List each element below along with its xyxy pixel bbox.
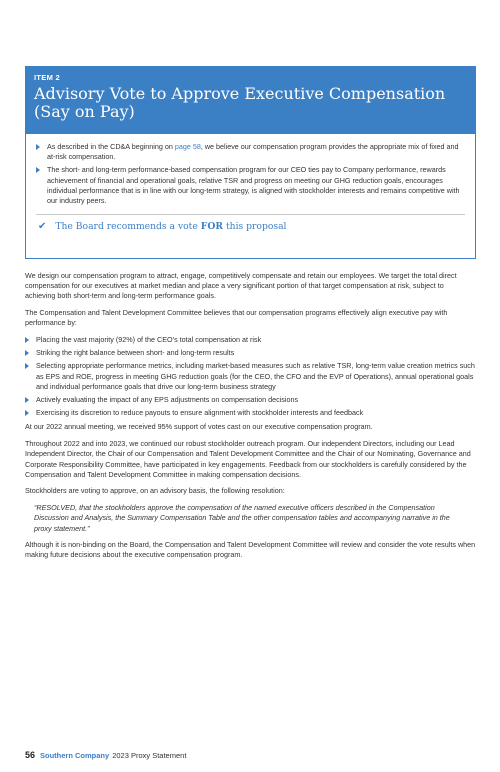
paragraph: At our 2022 annual meeting, we received 95% support of votes cast on our executive compensation program. bbox=[25, 422, 373, 432]
triangle-bullet-icon bbox=[36, 167, 40, 173]
resolution-quote: “RESOLVED, that the stockholders approve the compensation of the named executive officers described in the Compensation Discussion and Analysis, the Summary Compensation Table and the other compensation tables and accompanying narrative in the proxy statement.” bbox=[34, 503, 450, 533]
list-item bbox=[25, 335, 476, 345]
main-content bbox=[25, 271, 476, 567]
bullet-text: , we believe our compensation program provides the appropriate mix of fixed and at-risk compensation. bbox=[47, 142, 459, 162]
paragraph: Although it is non-binding on the Board, the Compensation and Talent Development Committee will review and consider the vote results when making future decisions about the executive compensation program. bbox=[25, 540, 476, 560]
board-recommendation bbox=[26, 215, 475, 232]
list-item bbox=[25, 361, 476, 392]
paragraph: The Compensation and Talent Development Committee believes that our compensation programs effectively align executive pay with performance by: bbox=[25, 308, 448, 328]
recommend-text-end: this proposal bbox=[225, 221, 287, 233]
page-footer bbox=[25, 750, 186, 760]
list-item-text: Actively evaluating the impact of any EPS adjustments on compensation decisions bbox=[36, 395, 299, 405]
triangle-bullet-icon bbox=[36, 144, 40, 150]
triangle-bullet-icon bbox=[25, 410, 29, 416]
triangle-bullet-icon bbox=[25, 363, 29, 369]
item-label: ITEM 2 bbox=[34, 73, 60, 82]
bullet-text: The short- and long-term performance-based compensation program for our CEO ties pay to Company performance, rewards achievement of financial and operational goals, relative TSR and progress on meeting our GHG reduction goals, encourages individual performance that is in line with our long-term strategy, is aligned with stockholder interests and remains competitive with our industry peers. bbox=[47, 165, 460, 206]
page-number: 56 bbox=[25, 750, 36, 760]
item-2-box bbox=[25, 66, 476, 259]
list-item-text: Striking the right balance between short- and long-term results bbox=[36, 348, 235, 358]
recommend-text: The Board recommends a vote bbox=[55, 221, 198, 233]
item-title: Advisory Vote to Approve Executive Compensation (Say on Pay) bbox=[34, 84, 446, 121]
list-item bbox=[25, 395, 476, 405]
item-header bbox=[26, 67, 475, 134]
summary-bullet bbox=[36, 165, 465, 206]
document-name: 2023 Proxy Statement bbox=[112, 751, 187, 760]
triangle-bullet-icon bbox=[25, 350, 29, 356]
recommend-for: FOR bbox=[200, 221, 223, 233]
bullet-text: As described in the CD&A beginning on bbox=[47, 142, 175, 151]
summary-bullet bbox=[36, 142, 465, 162]
paragraph: Throughout 2022 and into 2023, we continued our robust stockholder outreach program. Our independent Directors, including our Lead Independent Director, the Chair of our Compensation and Talent Development Committee and the Chair of our Nominating, Governance and Corporate Responsibility Committee, have participated in key engagements. Feedback from our stockholders is carefully considered by the Compensation and Talent Development Committee in making compensation decisions. bbox=[25, 439, 471, 479]
list-item bbox=[25, 348, 476, 358]
triangle-bullet-icon bbox=[25, 397, 29, 403]
paragraph: Stockholders are voting to approve, on an advisory basis, the following resolution: bbox=[25, 486, 285, 496]
page-58-link[interactable]: page 58 bbox=[174, 142, 201, 151]
item-summary bbox=[26, 134, 475, 206]
list-item-text: Selecting appropriate performance metrics, including market-based measures such as relative TSR, long-term value creation metrics such as EPS and ROE, progress in meeting GHG reduction goals (for the CEO, the CFO and the EVP of Operations), annual operational goals and individual performance goals that drive our long-term business strategy bbox=[36, 361, 475, 391]
company-name: Southern Company bbox=[40, 751, 110, 760]
checkmark-icon: ✔ bbox=[38, 221, 47, 233]
list-item bbox=[25, 408, 476, 418]
performance-list bbox=[25, 335, 476, 418]
list-item-text: Exercising its discretion to reduce payouts to ensure alignment with stockholder interests and feedback bbox=[36, 408, 364, 418]
triangle-bullet-icon bbox=[25, 337, 29, 343]
list-item-text: Placing the vast majority (92%) of the CEO’s total compensation at risk bbox=[36, 335, 262, 345]
paragraph: We design our compensation program to attract, engage, competitively compensate and retain our employees. We target the total direct compensation for our executives at market median and place a very significant portion of that target compensation at risk, subject to achieving both short-term and long-term performance goals. bbox=[25, 271, 457, 301]
